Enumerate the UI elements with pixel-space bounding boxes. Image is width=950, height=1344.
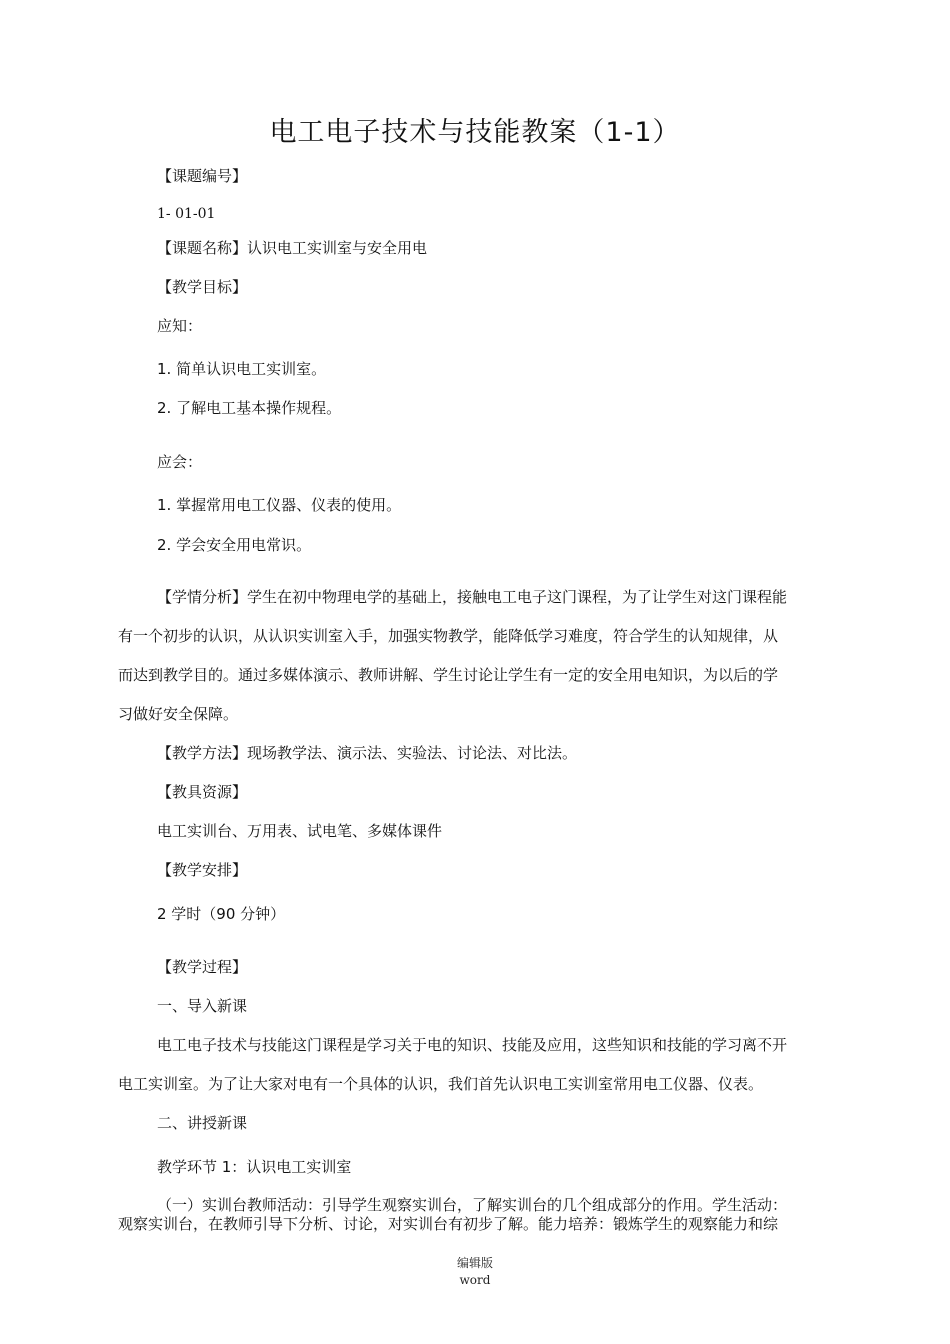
know-heading: 应知： bbox=[157, 317, 203, 335]
segment-1-heading: 教学环节 1：认识电工实训室 bbox=[157, 1158, 352, 1176]
step-2-heading: 二、讲授新课 bbox=[157, 1114, 248, 1132]
know-item-1: 1. 简单认识电工实训室。 bbox=[157, 360, 327, 378]
analysis-line-1: 【学情分析】学生在初中物理电学的基础上，接触电工电子这门课程，为了让学生对这门课程能 bbox=[157, 588, 788, 606]
segment-line-1: （一）实训台教师活动：引导学生观察实训台，了解实训台的几个组成部分的作用。学生活动： bbox=[157, 1196, 788, 1214]
teaching-method: 【教学方法】现场教学法、演示法、实验法、讨论法、对比法。 bbox=[157, 744, 578, 762]
analysis-line-3: 而达到教学目的。通过多媒体演示、教师讲解、学生讨论让学生有一定的安全用电知识，为以后的学 bbox=[118, 666, 779, 684]
footer-word-label: word bbox=[459, 1273, 491, 1287]
can-item-1: 1. 掌握常用电工仪器、仪表的使用。 bbox=[157, 496, 402, 514]
segment-line-2: 观察实训台，在教师引导下分析、讨论，对实训台有初步了解。能力培养：锻炼学生的观察能力和综 bbox=[118, 1215, 779, 1233]
process-heading: 【教学过程】 bbox=[157, 958, 248, 976]
intro-line-2: 电工实训室。为了让大家对电有一个具体的认识，我们首先认识电工实训室常用电工仪器、仪表。 bbox=[118, 1075, 764, 1093]
analysis-line-2: 有一个初步的认识，从认识实训室入手，加强实物教学，能降低学习难度，符合学生的认知规律，从 bbox=[118, 627, 779, 645]
can-heading: 应会： bbox=[157, 453, 203, 471]
goals-heading: 【教学目标】 bbox=[157, 278, 248, 296]
step-1-heading: 一、导入新课 bbox=[157, 997, 248, 1015]
topic-number-heading: 【课题编号】 bbox=[157, 167, 248, 185]
schedule-text: 2 学时（90 分钟） bbox=[157, 905, 286, 923]
footer-edit-label: 编辑版 bbox=[456, 1256, 493, 1270]
know-item-2: 2. 了解电工基本操作规程。 bbox=[157, 399, 342, 417]
topic-number: 1- 01-01 bbox=[157, 206, 216, 222]
resources-text: 电工实训台、万用表、试电笔、多媒体课件 bbox=[157, 822, 443, 840]
schedule-heading: 【教学安排】 bbox=[157, 861, 248, 879]
resources-heading: 【教具资源】 bbox=[157, 783, 248, 801]
can-item-2: 2. 学会安全用电常识。 bbox=[157, 536, 312, 554]
topic-name: 【课题名称】认识电工实训室与安全用电 bbox=[157, 239, 428, 257]
analysis-line-4: 习做好安全保障。 bbox=[118, 705, 239, 723]
document-title: 电工电子技术与技能教案（1-1） bbox=[269, 117, 681, 148]
intro-line-1: 电工电子技术与技能这门课程是学习关于电的知识、技能及应用，这些知识和技能的学习离不开 bbox=[157, 1036, 788, 1054]
